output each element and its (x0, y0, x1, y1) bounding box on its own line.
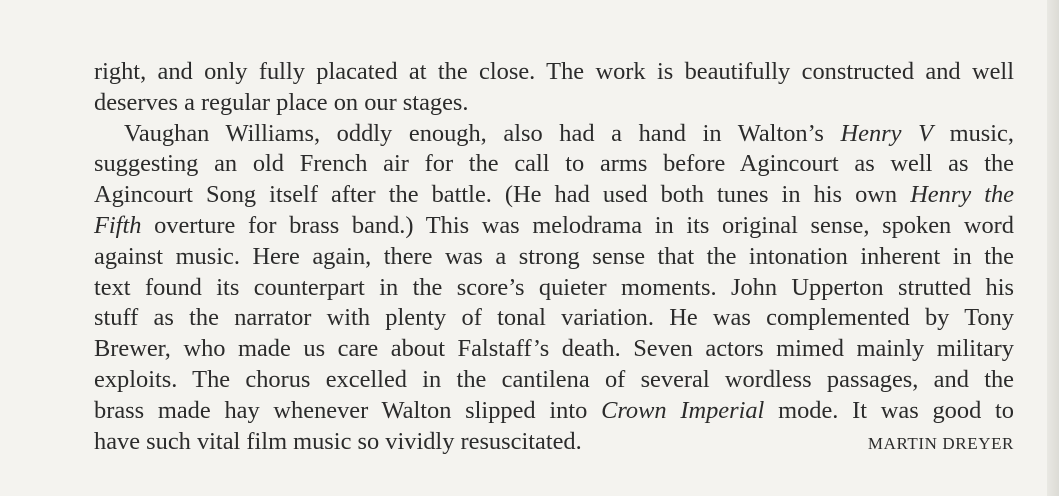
text-line-8: text found its counterpart in the score’s quieter moments. John Upperton strutted his (94, 273, 1014, 301)
text-segment: have such vital film music so vividly resuscitated. (94, 427, 582, 455)
text-line-11: exploits. The chorus excelled in the cantilena of several wordless passages, and the (94, 365, 1014, 393)
work-title-henry-the-fifth-part-2: Fifth (94, 211, 142, 239)
text-segment: music, (933, 119, 1014, 147)
text-line-1: right, and only fully placated at the close. The work is beautifully constructed and well (94, 58, 1014, 85)
text-line-13 (94, 427, 1014, 458)
text-segment: mode. It was good to (764, 396, 1015, 424)
text-segment: Agincourt Song itself after the battle. (He had used both tunes in his own (94, 181, 911, 209)
text-line-4: suggesting an old French air for the call to arms before Agincourt as well as the (94, 150, 1014, 178)
work-title-henry-the-fifth-part-1: Henry the (910, 181, 1014, 209)
text-segment: Vaughan Williams, oddly enough, also had a hand in Walton’s (124, 119, 841, 147)
text-line-10: Brewer, who made us care about Falstaff’s death. Seven actors mimed mainly military (94, 335, 1014, 363)
work-title-crown-imperial: Crown Imperial (601, 396, 765, 424)
page-edge (1047, 0, 1059, 496)
text-line-12 (94, 396, 1014, 427)
work-title-henry-v: Henry V (840, 119, 933, 147)
text-line-5 (94, 180, 1014, 211)
text-line-2: deserves a regular place on our stages. (94, 88, 469, 116)
text-line-6 (94, 211, 1014, 242)
review-article (94, 57, 1014, 457)
author-signature: MARTIN DREYER (867, 433, 1014, 453)
text-segment: brass made hay whenever Walton slipped into (94, 396, 602, 424)
text-line-9: stuff as the narrator with plenty of tonal variation. He was complemented by Tony (94, 304, 1014, 332)
text-line-3 (94, 119, 1014, 150)
text-line-7: against music. Here again, there was a strong sense that the intonation inherent in the (94, 242, 1014, 270)
text-segment: overture for brass band.) This was melodrama in its original sense, spoken word (141, 211, 1014, 239)
